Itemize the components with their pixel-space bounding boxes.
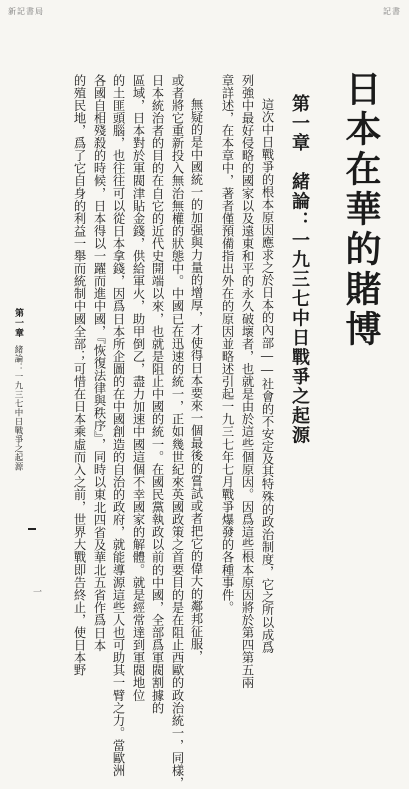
corner-stamp-right: 記書 — [383, 7, 401, 16]
chapter-title: 第一章 緒論：一九三七中日戰爭之起源 — [289, 94, 310, 445]
body-column-3: 章詳述，在本章中，著者僅預備指出外在的原因並略述引起一九三七年七月戰爭爆發的各種事件。 — [220, 74, 234, 614]
body-column-9: 各國自相殘殺的時候，日本得以一躍而進中國，『恢復法律與秩序』，同時以東北四省及華北五省作爲日本 — [92, 74, 106, 652]
footer-chapter-label: 第一章 — [13, 308, 23, 338]
book-title: 日本在華的賭博 — [340, 70, 382, 350]
corner-stamp-left: 新記書局 — [8, 7, 44, 16]
body-column-5: 或者將它重新投入無治無權的狀態中。中國已在迅速的統一，正如幾世紀來英國政策之首要目的是在阻止西歐的政治統一，同樣， — [170, 74, 184, 789]
body-column-8: 的土匪頭腦，也往往可以從日本拿錢，因爲日本所企圖的在中國創造的自治的政府，就能導源這些人也可助其一臂之力。當歐洲 — [111, 74, 125, 777]
body-column-7: 區域，日本對於軍閥津貼金錢，供給軍火，助甲倒乙，盡力加速中國這個不幸國家的解體。就是經常達到軍閥地位 — [131, 74, 145, 702]
body-column-6: 日本統治者的目的在自它的近代史開端以來，也就是阻止中國的統一。在國民黨執政以前的中國，全部爲軍閥割據的 — [150, 74, 164, 715]
body-column-1: 這次中日戰爭的根本原因應求之於日本的內部――社會的不安定及其特殊的政治制度，它之所以成爲 — [260, 98, 274, 654]
page-number: 一 — [33, 588, 43, 598]
body-column-2: 列強中最好侵略的國家以及遠東和平的永久破壞者，也就是由於這些個原因。因爲這些根本原因將於第四第五兩 — [240, 74, 254, 689]
body-column-4: 無疑的是中國統一的加强與力量的增厚，才使得日本要來一個最後的嘗試或者把它的偉大的鄰邦征服， — [189, 98, 203, 663]
page-number-rule — [28, 528, 36, 530]
body-column-10: 的殖民地，爲了它自身的利益一舉而統制中國全部；可惜在日本乘虛而入之前，世界大戰即告終止，使日本野 — [72, 74, 86, 677]
footer-running-head: 緒論：一九三七中日戰爭之起源 — [13, 345, 23, 471]
